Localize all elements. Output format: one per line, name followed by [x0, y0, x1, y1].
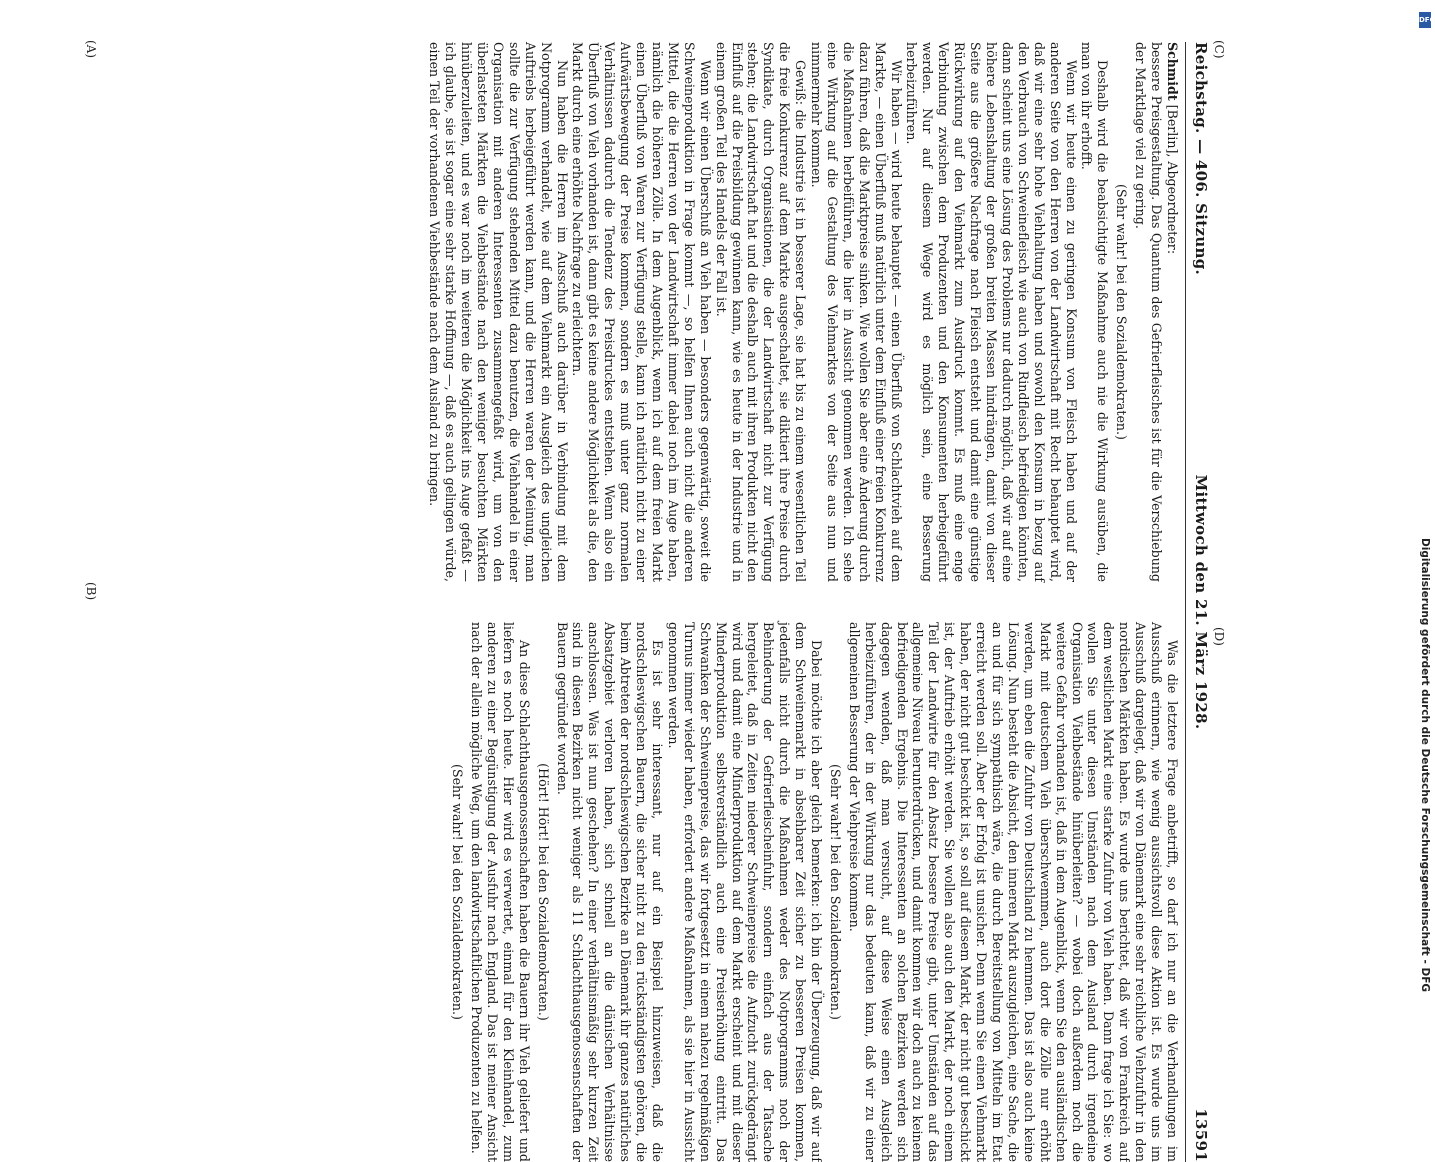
- running-header: [1186, 42, 1210, 1162]
- paragraph: Dabei möchte ich aber gleich bemerken: ich bin der Überzeugung, daß wir auf dem Schweinemarkt in absehbarer Zeit sicher zu besseren Preisen kommen, jedenfalls nicht durch die Maßnahmen weder des Notprogramms noch der Behinderung der Gefrierfleischeinfuhr, sondern einfach aus der Tatsache hergeleitet, daß in Zeiten niederer Schweinepreise die Aufzucht zurückgedrängt wird und damit eine Minderproduktion auf dem Markt erscheint und mit dieser Minderproduktion selbstverständlich auch eine Preiserhöhung eintritt. Das Schwanken der Schweinepreise, das wir fortgesetzt in einem nahezu regelmäßigen Turnus immer wieder haben, erfordert andere Maßnahmen, als sie hier in Aussicht genommen werden.: [665, 622, 825, 1162]
- dfg-note-text: Digitalisierung gefördert durch die Deutsche Forschungsgemeinschaft - DFG: [1419, 538, 1431, 992]
- left-column: [426, 42, 1180, 582]
- paragraph: Wenn wir heute einen zu geringen Konsum von Fleisch haben und auf der anderen Seite von den Herren von der Landwirtschaft mit Recht behauptet wird, daß wir eine sehr hohe Viehhaltung haben und sowohl den Konsum in bezug auf den Verbrauch von Schweinefleisch wie auch von Rindfleisch befriedigen könnten, dann scheint uns eine Lösung des Problems nur dadurch möglich, daß wir auf eine höhere Lebenshaltung der großen breiten Massen hindrängen, damit von dieser Seite aus die größere Nachfrage nach Fleisch entsteht und damit eine günstige Rückwirkung auf den Viehmarkt zum Ausdruck kommt. Es muß eine enge Verbindung zwischen dem Produzenten und den Konsumenten herbeigeführt werden. Nur auf diesem Wege wird es möglich sein, eine Besserung herbeizuführen.: [904, 42, 1079, 582]
- remark: (Hört! Hört! bei den Sozialdemokraten.): [535, 763, 551, 1021]
- paragraph: Gewiß: die Industrie ist in besserer Lage, sie hat bis zu einem wesentlichen Teil die freie Konkurrenz auf dem Markte ausgeschaltet, sie diktiert ihre Preise durch Syndikate, durch Organisationen, die der Landwirtschaft nicht zur Verfügung stehen; die Landwirtschaft hat und die deshalb auch mit ihren Produkten nicht den Einfluß auf die Preisbildung gewinnen kann, wie es heute in der Industrie und in einem großen Teil des Handels der Fall ist.: [713, 42, 809, 582]
- speaker-line: [1164, 42, 1180, 582]
- margin-marker-a: (A): [84, 40, 98, 59]
- paragraph: Wenn wir einen Überschuß an Vieh haben — besonders gegenwärtig, soweit die Schweineproduktion in Frage kommt —, so helfen Ihnen auch nicht die anderen Mittel, die die Herren von der Landwirtschaft immer dabei noch im Auge haben, nämlich die höheren Zölle. In dem Augenblick, wenn ich auf dem freien Markt einen Überfluß von Waren zur Verfügung stelle, kann ich natürlich nicht zu einer Aufwärtsbewegung der Preise kommen, sondern es muß unter ganz normalen Verhältnissen dadurch die Tendenz des Preisdruckes entstehen. Wenn also ein Überfluß von Vieh vorhanden ist, dann gibt es keine andere Möglichkeit als die, den Markt durch eine erhöhte Nachfrage zu erleichtern.: [570, 42, 713, 582]
- remark: (Sehr wahr! bei den Sozialdemokraten.): [827, 764, 843, 1020]
- paragraph: Nun haben die Herren im Ausschuß auch darüber in Verbindung mit dem Notprogramm verhandelt, wie auf dem Viehmarkt ein Ausgleich des ungleichen Auftriebs herbeigeführt werden kann, und die Herren waren der Meinung, man sollte die zur Verfügung stehenden Mittel dazu benutzen, die Viehhandel in einer Organisation mit anderen Interessenten zusammengefaßt wird, um von den überlasteten Märkten die Viehbestände nach den weniger besuchten Märkten hinüberzuleiten, und es war noch im weiteren die Möglichkeit ins Auge gefaßt — ich glaube, sie ist sogar eine sehr starke Hoffnung —, daß es auch gelingen würde, einen Teil der vorhandenen Viehbestände nach dem Ausland zu bringen.: [427, 42, 570, 582]
- page-number: 13591: [1192, 1108, 1210, 1162]
- paragraph: Es ist sehr interessant, nur auf ein Beispiel hinzuweisen, daß die nordschleswigschen Bauern, die sicher nicht zu den rückständigsten gehören, die beim Abtreten der nordschleswigschen Bezirke an Dänemark ihr ganzes natürliches Absatzgebiet verloren haben, sich schnell an die dänischen Verhältnisse anschlossen. Was ist nun geschehen? In einer verhältnismäßig sehr kurzen Zeit sind in diesen Bezirken nicht weniger als 11 Schlachthausgenossenschaften der Bauern gegründet worden.: [554, 622, 665, 1162]
- remark: (Sehr wahr! bei den Sozialdemokraten.): [1114, 184, 1130, 440]
- margin-marker-b: (B): [84, 582, 98, 601]
- margin-marker-d: (D): [1212, 627, 1226, 646]
- speaker-name: Schmidt: [1165, 42, 1180, 101]
- header-date: Mittwoch den 21. März 1928.: [1192, 474, 1210, 730]
- right-column: [446, 622, 1180, 1162]
- remark: (Sehr wahr! bei den Sozialdemokraten.): [450, 764, 466, 1020]
- rotated-document-page: [84, 40, 1226, 1162]
- header-title: Reichstag. — 406. Sitzung.: [1192, 42, 1210, 276]
- paragraph: An diese Schlachthausgenossenschaften haben die Bauern ihr Vieh geliefert und liefern es noch heute. Hier wird es verwertet, einmal für den Kleinhandel, zum anderen zu einer Begünstigung der Ausfuhr nach England. Das ist meiner Ansicht nach der allein mögliche Weg, um den landwirtschaftlichen Produzenten zu helfen.: [469, 622, 532, 1162]
- paragraph: Wir haben — wird heute behauptet — einen Überfluß von Schlachtvieh auf dem Markte, — einen Überfluß muß natürlich unter dem Einfluß einer freien Konkurrenz dazu führen, daß die Marktpreise sinken. Wie wollen Sie aber eine Änderung durch die Maßnahmen herbeiführen, die hier in Aussicht genommen werden. Ich sehe eine Wirkung auf die Gestaltung des Viehmarktes von der Seite aus nun und nimmermehr kommen.: [809, 42, 904, 582]
- margin-marker-c: (C): [1212, 40, 1226, 59]
- speaker-suffix: [Berlin], Abgeordneter:: [1165, 100, 1180, 255]
- header-rule: [1185, 42, 1186, 1162]
- paragraph: Deshalb wird die beabsichtigte Maßnahme auch nie die Wirkung ausüben, die man von ihr erhofft.: [1079, 42, 1111, 582]
- paragraph: bessere Preisgestaltung. Das Quantum des Gefrierfleisches ist für die Verschiebung der Marktlage viel zu gering.: [1133, 42, 1165, 582]
- paragraph: Was die letztere Frage anbetrifft, so darf ich nur an die Verhandlungen im Ausschuß erinnern, wie wenig aussichtsvoll diese Aktion ist. Es wurde uns im Ausschuß dargelegt, daß wir von Dänemark eine sehr reichliche Viehzufuhr in den nordischen Märkten haben. Es wurde uns berichtet, daß wir von Frankreich auf dem westlichen Markt eine starke Zufuhr von Vieh haben. Dann frage ich Sie: wo wollen Sie unter diesen Umständen nach dem Ausland durch irgendeine Organisation Viehbestände hinüberleiten? — wobei doch außerdem noch die weitere Gefahr vorhanden ist, daß in dem Augenblick, wenn Sie den ausländischen Markt mit deutschem Vieh überschwemmen, auch dort die Zölle nur erhöht werden, um eben die Zufuhr von Deutschland zu hemmen. Das ist also auch keine Lösung. Nun besteht die Absicht, den inneren Markt auszugleichen, eine Sache, die an und für sich sympathisch wäre, die durch Bereitstellung von Mitteln im Etat erreicht werden soll. Aber der Erfolg ist unsicher. Denn wenn Sie einen Viehmarkt haben, der nicht gut beschickt ist, so soll auf diesem Markt, der nicht gut beschickt ist, der Auftrieb erhöht werden. Sie wollen also auch den Markt, der noch einem Teil der Landwirte für den Absatz bessere Preise gibt, unter Umständen auf das allgemeine Niveau herunterdrücken, und damit kommen wir doch auch zu keinem befriedigenden Ergebnis. Die Interessenten an solchen Bezirken werden sich dagegen wenden, daß man versucht, auf diese Weise einen Ausgleich herbeizuführen, der in der Wirkung nur das bedeuten kann, daß wir zu einer allgemeinen Besserung der Viehpreise kommen.: [846, 622, 1180, 1162]
- dfg-logo: DFG: [1419, 12, 1431, 28]
- dfg-side-note: [1417, 10, 1433, 990]
